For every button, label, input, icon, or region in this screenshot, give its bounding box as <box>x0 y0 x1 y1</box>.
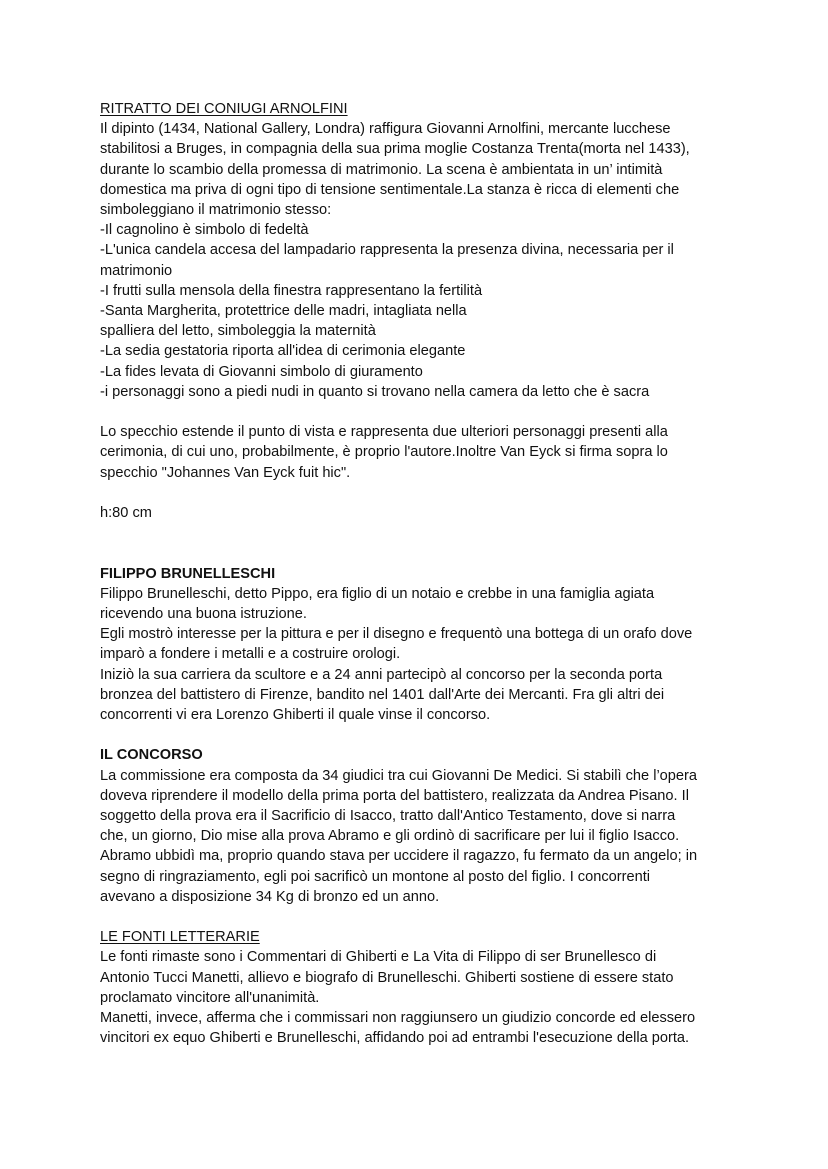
section-brunelleschi <box>100 564 740 726</box>
paragraph-line: Manetti, invece, afferma che i commissari non raggiunsero un giudizio concorde ed elessero <box>100 1010 696 1027</box>
list-item: matrimonio <box>100 262 173 279</box>
list-item: -Santa Margherita, protettrice delle madri, intagliata nella <box>100 303 467 320</box>
paragraph-line: Il dipinto (1434, National Gallery, Londra) raffigura Giovanni Arnolfini, mercante lucchese <box>100 121 671 138</box>
paragraph-line: specchio "Johannes Van Eyck fuit hic". <box>100 464 351 481</box>
paragraph-line: doveva riprendere il modello della prima porta del battistero, realizzata da Andrea Pisano. Il <box>100 787 689 804</box>
paragraph-line: soggetto della prova era il Sacrificio di Isacco, tratto dall'Antico Testamento, dove si narra <box>100 808 676 825</box>
list-item: -L'unica candela accesa del lampadario rappresenta la presenza divina, necessaria per il <box>100 242 674 259</box>
section-title-brunelleschi: FILIPPO BRUNELLESCHI <box>100 565 276 582</box>
section-title-fonti: LE FONTI LETTERARIE <box>100 929 260 946</box>
paragraph-line: bronzea del battistero di Firenze, bandito nel 1401 dall'Arte dei Mercanti. Fra gli altri dei <box>100 686 665 703</box>
paragraph-line: concorrenti vi era Lorenzo Ghiberti il quale vinse il concorso. <box>100 707 491 724</box>
paragraph-line: simboleggiano il matrimonio stesso: <box>100 202 332 219</box>
paragraph-line: La commissione era composta da 34 giudici tra cui Giovanni De Medici. Si stabilì che l’opera <box>100 767 698 784</box>
list-item: spalliera del letto, simboleggia la maternità <box>100 323 376 340</box>
arnolfini-body <box>100 119 740 402</box>
list-item: -I frutti sulla mensola della finestra rappresentano la fertilità <box>100 282 483 299</box>
section-arnolfini <box>100 99 740 523</box>
paragraph-line: Egli mostrò interesse per la pittura e per il disegno e frequentò una bottega di un orafo dove <box>100 626 693 643</box>
paragraph-line: Lo specchio estende il punto di vista e rappresenta due ulteriori personaggi presenti alla <box>100 424 668 441</box>
paragraph-line: proclamato vincitore all'unanimità. <box>100 989 320 1006</box>
arnolfini-mirror-paragraph <box>100 422 740 483</box>
section-fonti <box>100 927 740 1048</box>
paragraph-line: cerimonia, di cui uno, probabilmente, è proprio l'autore.Inoltre Van Eyck si firma sopra lo <box>100 444 668 461</box>
paragraph-line: Filippo Brunelleschi, detto Pippo, era figlio di un notaio e crebbe in una famiglia agiata <box>100 585 655 602</box>
paragraph-line: Le fonti rimaste sono i Commentari di Ghiberti e La Vita di Filippo di ser Brunellesco di <box>100 949 657 966</box>
list-item: -La sedia gestatoria riporta all'idea di cerimonia elegante <box>100 343 466 360</box>
paragraph-line: avevano a disposizione 34 Kg di bronzo ed un anno. <box>100 888 440 905</box>
paragraph-line: durante lo scambio della promessa di matrimonio. La scena è ambientata in un’ intimità <box>100 161 663 178</box>
list-item: -Il cagnolino è simbolo di fedeltà <box>100 222 309 239</box>
document-page <box>100 99 740 1048</box>
paragraph-line: ricevendo una buona istruzione. <box>100 606 307 623</box>
section-title-arnolfini: RITRATTO DEI CONIUGI ARNOLFINI <box>100 101 348 117</box>
paragraph-line: che, un giorno, Dio mise alla prova Abramo e gli ordinò di sacrificare per lui il figlio Isacco. <box>100 828 680 845</box>
paragraph-line: segno di ringraziamento, egli poi sacrificò un montone al posto del figlio. I concorrenti <box>100 868 651 885</box>
list-item: -La fides levata di Giovanni simbolo di giuramento <box>100 363 423 380</box>
paragraph-line: Antonio Tucci Manetti, allievo e biografo di Brunelleschi. Ghiberti sostiene di essere stato <box>100 969 674 986</box>
section-concorso <box>100 745 740 907</box>
height-note: h:80 cm <box>100 505 152 522</box>
paragraph-line: Iniziò la sua carriera da scultore e a 24 anni partecipò al concorso per la seconda porta <box>100 666 663 683</box>
paragraph-line: imparò a fondere i metalli e a costruire orologi. <box>100 646 401 663</box>
paragraph-line: Abramo ubbidì ma, proprio quando stava per uccidere il ragazzo, fu fermato da un angelo; in <box>100 848 698 865</box>
list-item: -i personaggi sono a piedi nudi in quanto si trovano nella camera da letto che è sacra <box>100 383 650 400</box>
paragraph-line: domestica ma priva di ogni tipo di tensione sentimentale.La stanza è ricca di elementi che <box>100 181 680 198</box>
paragraph-line: stabilitosi a Bruges, in compagnia della sua prima moglie Costanza Trenta(morta nel 1433), <box>100 141 690 158</box>
paragraph-line: vincitori ex equo Ghiberti e Brunelleschi, affidando poi ad entrambi l'esecuzione della porta. <box>100 1030 690 1047</box>
section-title-concorso: IL CONCORSO <box>100 747 203 764</box>
